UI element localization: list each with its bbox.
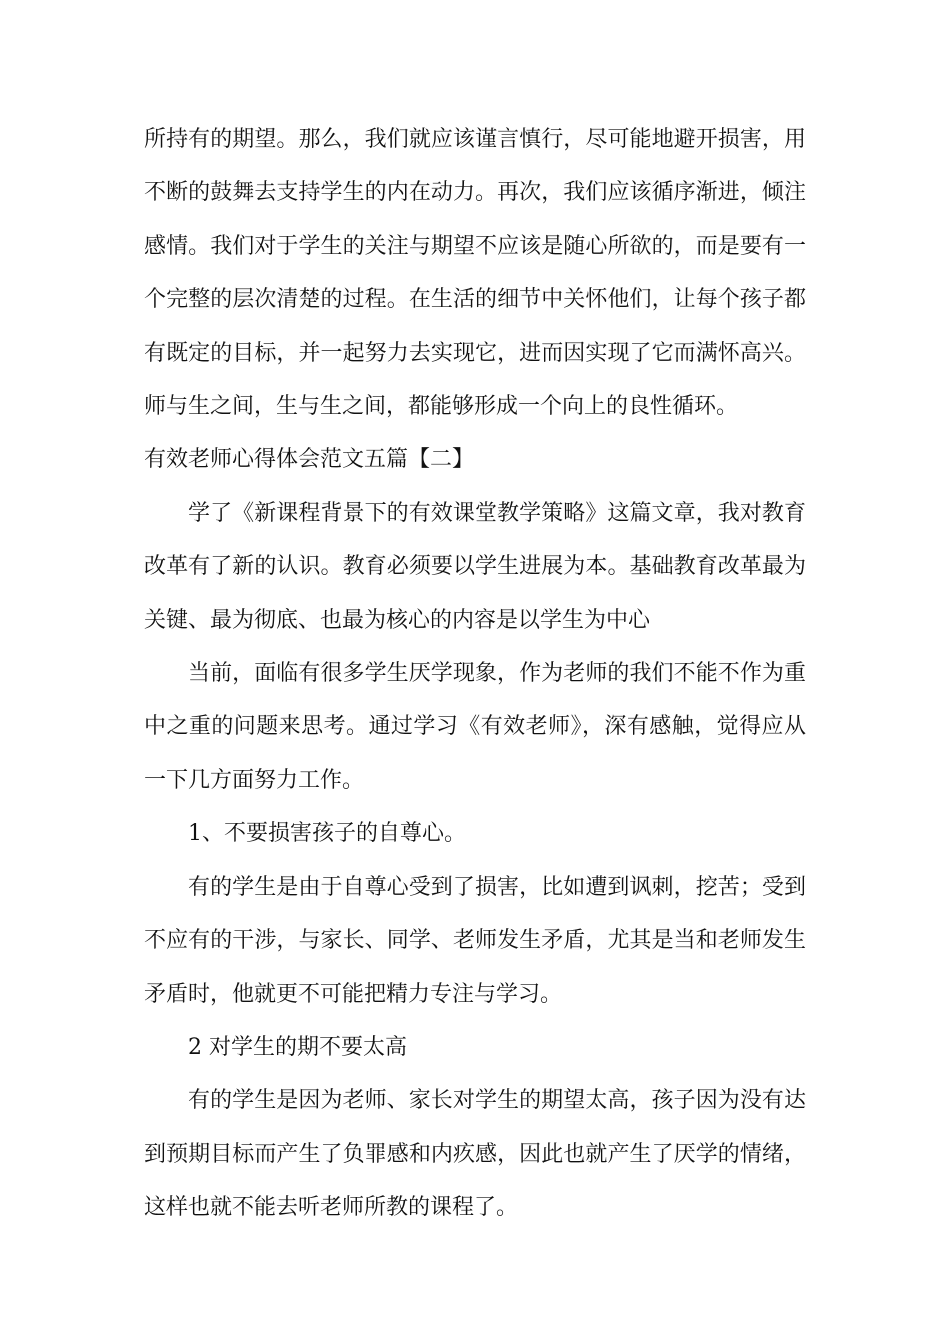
paragraph-self-esteem: 有的学生是由于自尊心受到了损害，比如遭到讽刺，挖苦；受到不应有的干涉，与家长、同学、老师发生矛盾，尤其是当和老师发生矛盾时，他就更不可能把精力专注与学习。 bbox=[144, 874, 806, 1007]
paragraph-continuation: 所持有的期望。那么，我们就应该谨言慎行，尽可能地避开损害，用不断的鼓舞去支持学生的内在动力。再次，我们应该循序渐进，倾注感情。我们对于学生的关注与期望不应该是随心所欲的，而是要有一个完整的层次清楚的过程。在生活的细节中关怀他们，让每个孩子都有既定的目标，并一起努力去实现它，进而因实现了它而满怀高兴。师与生之间，生与生之间，都能够形成一个向上的良性循环。 bbox=[144, 127, 806, 420]
document-body bbox=[144, 113, 806, 1235]
paragraph-current-situation: 当前，面临有很多学生厌学现象，作为老师的我们不能不作为重中之重的问题来思考。通过学习《有效老师》，深有感触，觉得应从一下几方面努力工作。 bbox=[144, 661, 806, 793]
section-heading: 有效老师心得体会范文五篇【二】 bbox=[144, 447, 475, 473]
paragraph-expectations: 有的学生是因为老师、家长对学生的期望太高，孩子因为没有达到预期目标而产生了负罪感和内疚感，因此也就产生了厌学的情绪，这样也就不能去听老师所教的课程了。 bbox=[144, 1088, 806, 1221]
list-item-heading-1: 1、不要损害孩子的自尊心。 bbox=[188, 821, 466, 847]
paragraph-intro: 学了《新课程背景下的有效课堂教学策略》这篇文章，我对教育改革有了新的认识。教育必须要以学生进展为本。基础教育改革最为关键、最为彻底、也最为核心的内容是以学生为中心 bbox=[144, 500, 806, 633]
list-item-heading-2: 2 对学生的期不要太高 bbox=[188, 1034, 407, 1060]
